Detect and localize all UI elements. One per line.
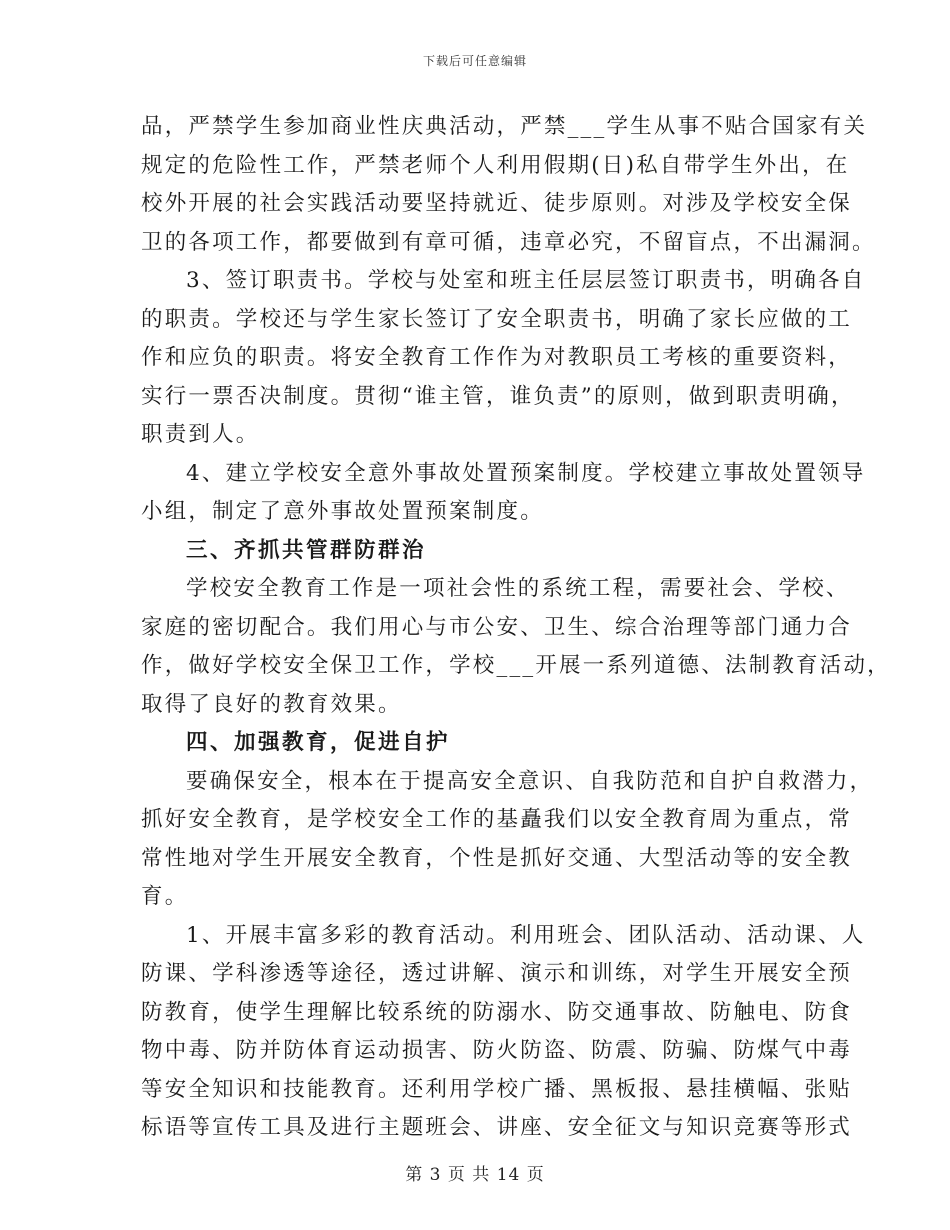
text-line: 小组，制定了意外事故处置预案制度。 bbox=[141, 499, 544, 524]
page-footer: 第 3 页 共 14 页 bbox=[405, 1165, 545, 1185]
text-line: 职责到人。 bbox=[141, 422, 260, 447]
text-line: 的职责。学校还与学生家长签订了安全职责书，明确了家长应做的工 bbox=[141, 306, 853, 332]
text-line: 3、签订职责书。学校与处室和班主任层层签订职责书，明确各自 bbox=[186, 268, 866, 293]
text-line: 抓好安全教育，是学校安全工作的基矗我们以安全教育周为重点，常 bbox=[141, 807, 853, 832]
text-line: 取得了良好的教育效果。 bbox=[141, 691, 402, 717]
text-line: 学校安全教育工作是一项社会性的系统工程，需要社会、学校、 bbox=[186, 576, 850, 601]
text-line: 要确保安全，根本在于提高安全意识、自我防范和自护自救潜力， bbox=[186, 768, 874, 794]
text-line: 1、开展丰富多彩的教育活动。利用班会、团队活动、活动课、人 bbox=[186, 922, 866, 948]
text-line: 防课、学科渗透等途径，透过讲解、演示和训练，对学生开展安全预 bbox=[141, 961, 853, 986]
text-line: 实行一票否决制度。贯彻“谁主管，谁负责”的原则，做到职责明确， bbox=[141, 383, 855, 409]
section-heading: 三、齐抓共管群防群治 bbox=[186, 537, 427, 563]
text-line: 规定的危险性工作，严禁老师个人利用假期(日)私自带学生外出，在 bbox=[141, 152, 850, 178]
page-header: 下载后可任意编辑 bbox=[422, 54, 527, 68]
text-line: 校外开展的社会实践活动要坚持就近、徒步原则。对涉及学校安全保 bbox=[141, 191, 853, 216]
text-line: 物中毒、防并防体育运动损害、防火防盗、防震、防骗、防煤气中毒 bbox=[141, 1038, 853, 1063]
text-line: 作和应负的职责。将安全教育工作作为对教职员工考核的重要资料， bbox=[141, 345, 853, 370]
text-line: 标语等宣传工具及进行主题班会、讲座、安全征文与知识竞赛等形式 bbox=[141, 1115, 853, 1140]
document-body bbox=[141, 108, 891, 1148]
section-heading: 四、加强教育，促进自护 bbox=[186, 730, 451, 755]
text-line: 防教育，使学生理解比较系统的防溺水、防交通事故、防触电、防食 bbox=[141, 999, 853, 1025]
text-line: 育。 bbox=[141, 884, 189, 909]
text-line: 4、建立学校安全意外事故处置预案制度。学校建立事故处置领导 bbox=[186, 460, 866, 486]
text-line: 品，严禁学生参加商业性庆典活动，严禁___学生从事不贴合国家有关 bbox=[141, 114, 868, 139]
text-line: 等安全知识和技能教育。还利用学校广播、黑板报、悬挂横幅、张贴 bbox=[141, 1076, 853, 1102]
text-line: 卫的各项工作，都要做到有章可循，违章必究，不留盲点，不出漏洞。 bbox=[141, 229, 876, 255]
text-line: 常性地对学生开展安全教育，个性是抓好交通、大型活动等的安全教 bbox=[141, 845, 853, 871]
text-line: 作，做好学校安全保卫工作，学校___开展一系列道德、法制教育活动， bbox=[141, 653, 891, 678]
text-line: 家庭的密切配合。我们用心与市公安、卫生、综合治理等部门通力合 bbox=[141, 614, 853, 640]
